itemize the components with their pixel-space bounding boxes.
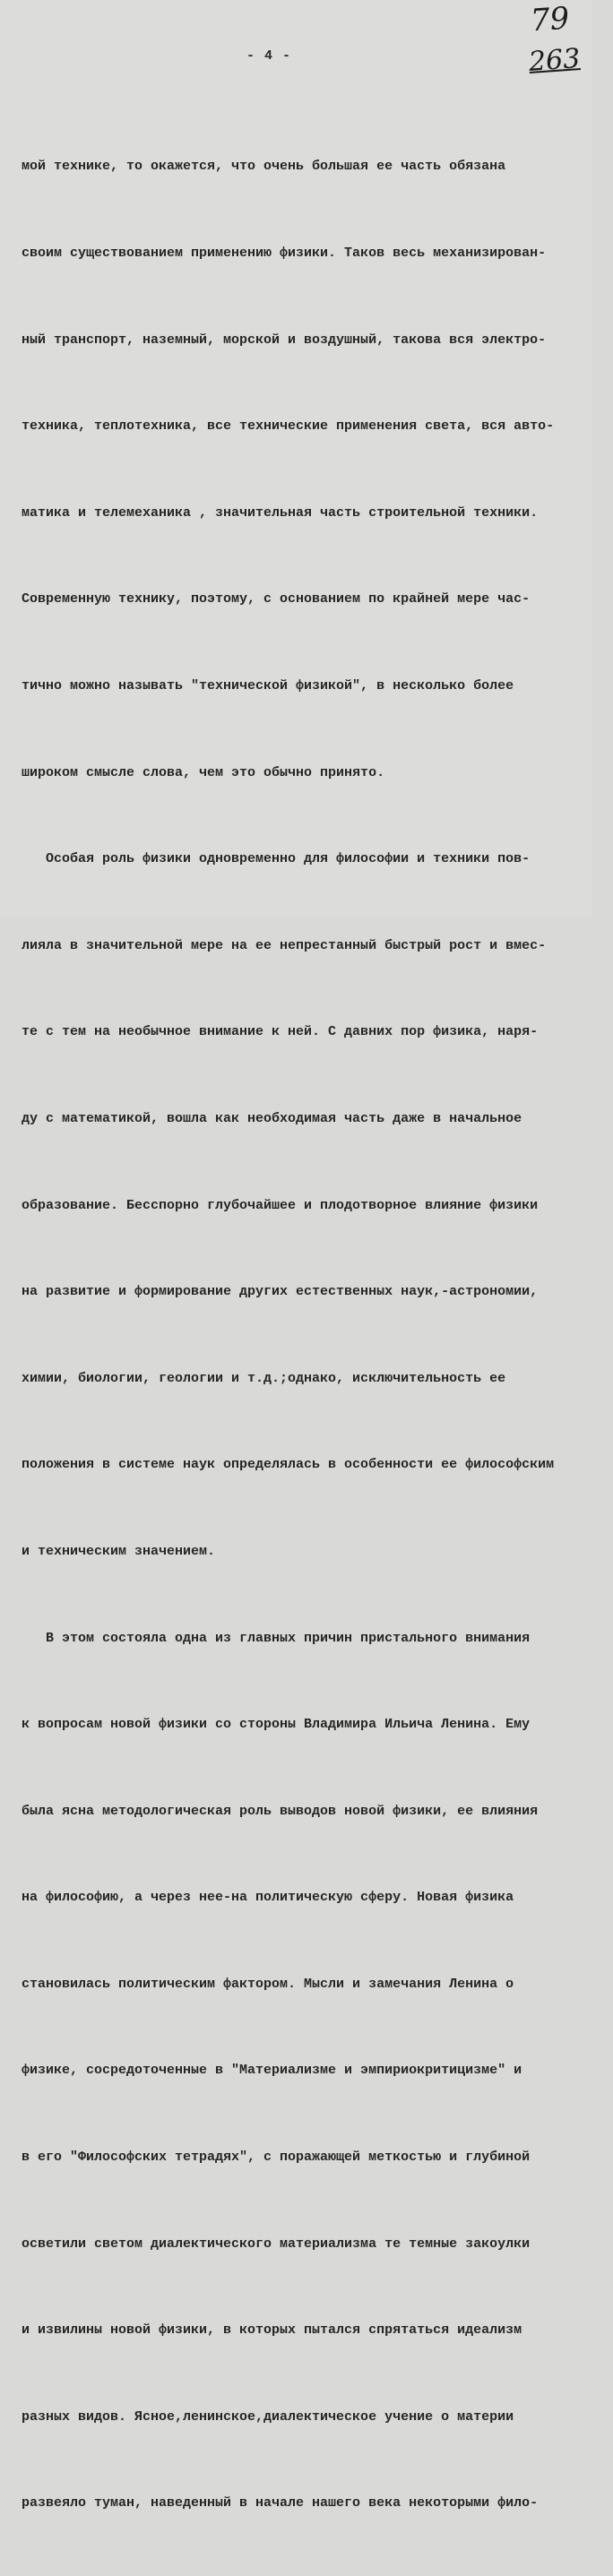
text-line: Современную технику, поэтому, с основанием по крайней мере час- xyxy=(22,591,531,607)
archive-mark-bottom: 263 xyxy=(527,43,582,78)
page-number: - 4 - xyxy=(246,48,291,64)
text-line: к вопросам новой физики со стороны Владимира Ильича Ленина. Ему xyxy=(22,1717,531,1733)
archive-mark-top: 79 xyxy=(529,0,571,39)
text-line: и техническим значением. xyxy=(22,1543,216,1559)
text-line: развеяло туман, наведенный в начале нашего века некоторыми фило- xyxy=(22,2495,539,2511)
text-line: на философию, а через нее-на политическую сферу. Новая физика xyxy=(22,1890,514,1906)
body-text xyxy=(22,95,613,2576)
text-line: ду с математикой, вошла как необходимая часть даже в начальное xyxy=(22,1110,522,1126)
text-line: на развитие и формирование других естественных наук,-астрономии, xyxy=(22,1284,539,1300)
text-line: своим существованием применению физики. Таков весь механизирован- xyxy=(22,246,547,261)
text-line: мой технике, то окажется, что очень большая ее часть обязана xyxy=(22,159,506,175)
text-line: химии, биологии, геологии и т.д.;однако, исключительность ее xyxy=(22,1370,506,1386)
text-line: Особая роль физики одновременно для философии и техники пов- xyxy=(22,851,531,867)
text-line: те с тем на необычное внимание к ней. С давних пор физика, наря- xyxy=(22,1024,539,1040)
text-line: В этом состояла одна из главных причин пристального внимания xyxy=(22,1630,531,1646)
text-line: матика и телемеханика , значительная часть строительной техники. xyxy=(22,504,539,521)
text-line: становилась политическим фактором. Мысли и замечания Ленина о xyxy=(22,1976,514,1992)
text-line: и извилины новой физики, в которых пытался спрятаться идеализм xyxy=(22,2322,522,2339)
text-line: ный транспорт, наземный, морской и воздушный, такова вся электро- xyxy=(22,332,547,348)
text-line: положения в системе наук определялась в особенности ее философским xyxy=(22,1457,555,1473)
text-line: лияла в значительной мере на ее непрестанный быстрый рост и вмес- xyxy=(22,937,547,953)
text-line: физике, сосредоточенные в "Материализме и эмпириокритицизме" и xyxy=(22,2063,522,2079)
text-line: была ясна методологическая роль выводов новой физики, ее влияния xyxy=(22,1803,539,1819)
text-line: техника, теплотехника, все технические применения света, вся авто- xyxy=(22,418,555,435)
text-line: тично можно называть "технической физикой", в несколько более xyxy=(22,677,514,694)
text-line: образование. Бесспорно глубочайшее и плодотворное влияние физики xyxy=(22,1197,539,1213)
text-line: разных видов. Ясное,ленинское,диалектическое учение о материи xyxy=(22,2408,514,2425)
text-line: осветили светом диалектического материализма те темные закоулки xyxy=(22,2236,531,2252)
text-line: в его "Философских тетрадях", с поражающей меткостью и глубиной xyxy=(22,2150,531,2166)
text-line: широком смысле слова, чем это обычно принято. xyxy=(22,764,385,780)
